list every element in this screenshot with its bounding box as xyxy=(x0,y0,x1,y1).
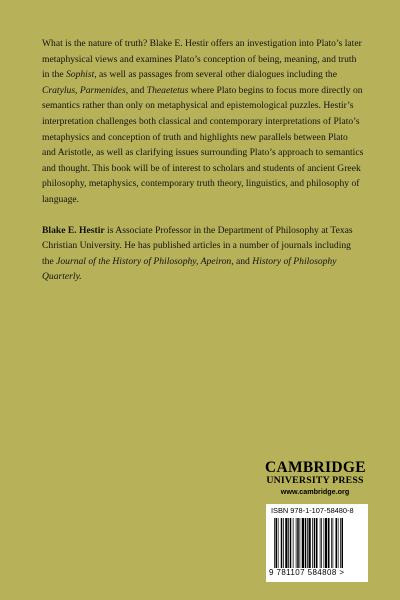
description-paragraph: What is the nature of truth? Blake E. Hestir offers an investigation into Plato’s later metaphysical views and examines Plato’s conception of being, meaning, and truth in the Sophist, as well as passages from several other dialogues including the Cratylus, Parmenides, and Theaetetus where Plato begins to focus more directly on semantics rather than only on metaphysical and epistemological puzzles. Hestir’s interpretation challenges both classical and contemporary interpretations of Plato’s metaphysics and conception of truth and highlights new parallels between Plato and Aristotle, as well as clarifying issues surrounding Plato’s approach to semantics and thought. This book will be of interest to scholars and students of ancient Greek philosophy, metaphysics, contemporary truth theory, linguistics, and philosophy of language. xyxy=(42,38,364,205)
author-bio-paragraph: Blake E. Hestir is Associate Professor in the Department of Philosophy at Texas Christian University. He has published articles in a number of journals including the Journal of the History of Philosophy, Apeiron, and History of Philosophy Quarterly. xyxy=(42,224,353,283)
isbn-label: ISBN 978-1-107-58480-8 xyxy=(271,506,354,515)
barcode-icon xyxy=(274,518,364,568)
publisher-url: www.cambridge.org xyxy=(280,487,350,496)
back-cover-text xyxy=(42,36,364,285)
author-name: Blake E. Hestir xyxy=(42,224,105,236)
publisher-logo xyxy=(265,460,365,497)
publisher-name: CAMBRIDGE xyxy=(265,459,366,476)
barcode-panel xyxy=(266,504,368,582)
barcode-digits: 9 781107 584808 > xyxy=(269,568,345,577)
publisher-subtitle: UNIVERSITY PRESS xyxy=(266,475,364,486)
